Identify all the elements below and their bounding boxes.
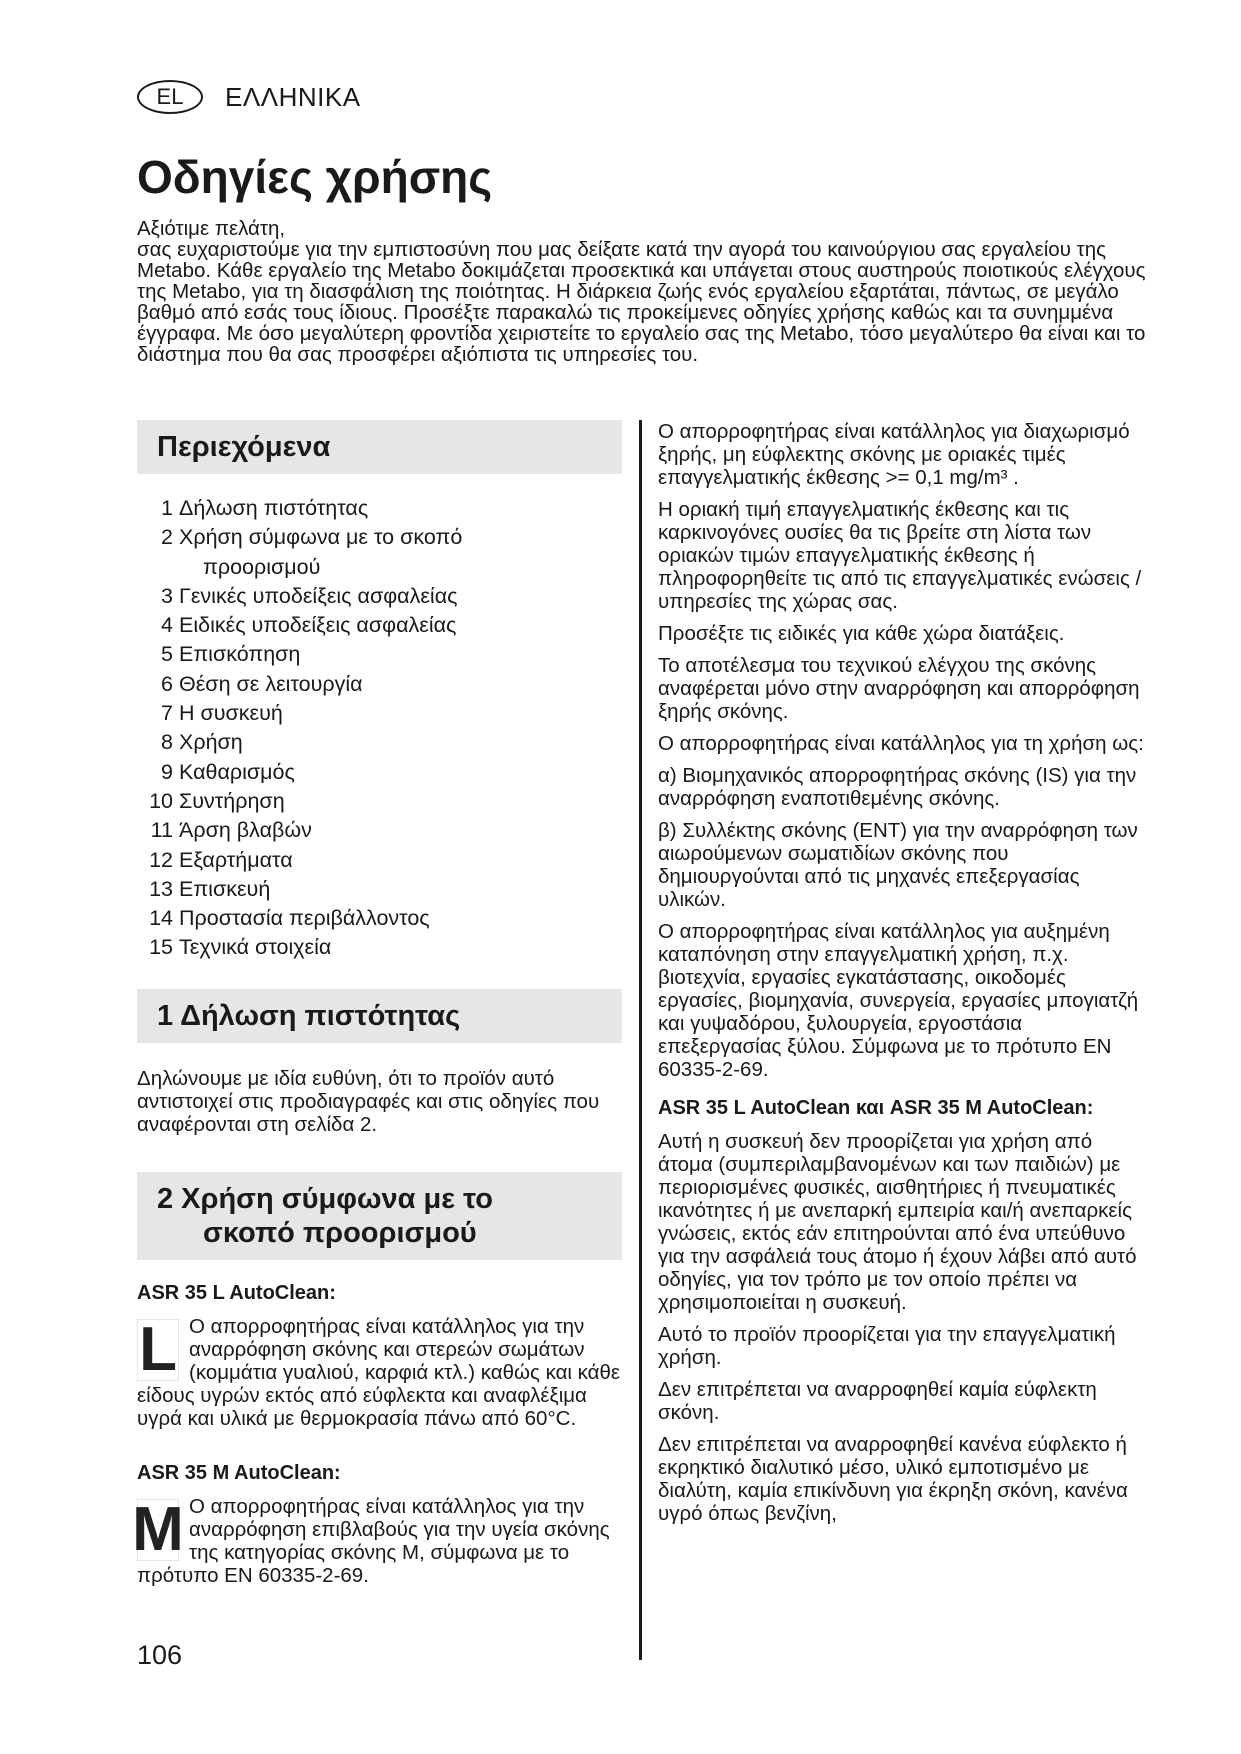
toc-item-number: 14 bbox=[149, 906, 173, 931]
paragraph: β) Συλλέκτης σκόνης (ENT) για την αναρρόφηση των αιωρούμενων σωματιδίων σκόνης που δημιουργούνται από τις μηχανές επεξεργασίας υλικών. bbox=[658, 819, 1138, 911]
toc-item-number: 8 bbox=[161, 730, 173, 755]
paragraph: Ο απορροφητήρας είναι κατάλληλος για αυξημένη καταπόνηση στην επαγγελματική χρήση, π.χ. βιοτεχνία, εργασίες εγκατάστασης, οικοδομές εργασίες, βιομηχανία, συνεργεία, εργασίες μπογιατζή και γυψαδόρου, ξυλουργεία, εργοστάσια επεξεργασίας ξύλου. Σύμφωνα με το πρότυπο EN 60335-2-69. bbox=[658, 920, 1139, 1081]
toc-item[interactable] bbox=[147, 875, 622, 904]
toc-item-number: 3 bbox=[161, 583, 173, 608]
intro-greeting: Αξιότιμε πελάτη, bbox=[137, 217, 286, 240]
asr-35-l-title: ASR 35 L AutoClean: bbox=[137, 1281, 336, 1304]
column-divider bbox=[639, 420, 642, 1660]
paragraph: Η οριακή τιμή επαγγελματικής έκθεσης και τις καρκινογόνες ουσίες θα τις βρείτε στη λίστα των οριακών τιμών επαγγελματικής έκθεσης ή πληροφορηθείτε τις από τις επαγγελματικές ενώσεις / υπηρεσίες της χώρας σας. bbox=[658, 498, 1142, 613]
paragraph: Δεν επιτρέπεται να αναρροφηθεί κανένα εύφλεκτο ή εκρηκτικό διαλυτικό μέσο, υλικό εμποτισμένο με διαλύτη, καμία επικίνδυνη για έκρηξη σκόνη, κανένα υγρό όπως βενζίνη, bbox=[658, 1433, 1128, 1525]
toc-item[interactable] bbox=[147, 523, 622, 582]
toc-item-number: 1 bbox=[161, 496, 173, 520]
paragraph: Το αποτέλεσμα του τεχνικού ελέγχου της σκόνης αναφέρεται μόνο στην αναρρόφηση και απορρόφηση ξηρής σκόνης. bbox=[658, 654, 1140, 723]
toc-item-label: Συντήρηση bbox=[179, 788, 285, 813]
toc-item[interactable] bbox=[147, 846, 622, 875]
toc-item-label: Η συσκευή bbox=[179, 701, 283, 726]
toc-item-number: 2 bbox=[161, 525, 173, 550]
toc-item[interactable] bbox=[147, 758, 622, 787]
dust-class-m-icon: M bbox=[132, 1494, 184, 1564]
toc-item[interactable] bbox=[147, 933, 622, 962]
page-title: Οδηγίες χρήσης bbox=[137, 151, 493, 203]
intro-body: σας ευχαριστούμε για την εμπιστοσύνη που μας δείξατε κατά την αγορά του καινούργιου σας εργαλείου της Metabo. Κάθε εργαλείο της Metabo δοκιμάζεται προσεκτικά και υπάγεται στους αυστηρούς ποιοτικούς ελέγχους της Metabo, για τη διασφάλιση της ποιότητας. Η διάρκεια ζωής ενός εργαλείου εξαρτάται, πάντως, σε μεγάλο βαθμό από εσάς τους ίδιους. Προσέξτε παρακαλώ τις προκείμενες οδηγίες χρήσης καθώς και τα συνημμένα έγγραφα. Με όσο μεγαλύτερη φροντίδα χειριστείτε το εργαλείο σας της Metabo, τόσο μεγαλύτερο θα είναι και το διάστημα που θα σας προσφέρει αξιόπιστα τις υπηρεσίες του. bbox=[137, 238, 1146, 366]
toc-item-number: 6 bbox=[161, 671, 173, 696]
toc-item[interactable] bbox=[147, 670, 622, 699]
paragraph: Δεν επιτρέπεται να αναρροφηθεί καμία εύφλεκτη σκόνη. bbox=[658, 1378, 1097, 1424]
dust-class-l-icon: L bbox=[137, 1319, 179, 1381]
toc-item-label: Προστασία περιβάλλοντος bbox=[179, 906, 430, 931]
right-column bbox=[658, 420, 1148, 1534]
paragraph: Ο απορροφητήρας είναι κατάλληλος για διαχωρισμό ξηρής, μη εύφλεκτης σκόνης με οριακές τιμές επαγγελματικής έκθεσης >= 0,1 mg/m³ . bbox=[658, 420, 1130, 489]
page-number: 106 bbox=[137, 1640, 183, 1670]
asr-35-m-title: ASR 35 M AutoClean: bbox=[137, 1461, 341, 1484]
toc-item-number: 12 bbox=[149, 847, 173, 872]
toc-item-label: Ειδικές υποδείξεις ασφαλείας bbox=[179, 613, 457, 638]
toc-item[interactable] bbox=[147, 582, 622, 611]
toc-item-number: 7 bbox=[161, 701, 173, 726]
toc-item-number: 9 bbox=[161, 759, 173, 784]
toc-item-number: 5 bbox=[161, 642, 173, 667]
language-header bbox=[137, 80, 361, 114]
paragraph: Αυτή η συσκευή δεν προορίζεται για χρήση από άτομα (συμπεριλαμβανομένων και των παιδιών) με περιορισμένες φυσικές, αισθητήριες ή πνευματικές ικανότητες ή με ανεπαρκή εμπειρία και/ή ανεπαρκείς γνώσεις, εκτός εάν επιτηρούνται από ένα υπεύθυνο για την ασφάλειά τους άτομο ή έχουν λάβει από αυτό οδηγίες, για τον τρόπο με τον οποίο πρέπει να χρησιμοποιείται η συσκευή. bbox=[658, 1130, 1137, 1314]
intro bbox=[137, 218, 1147, 365]
toc-item-label: Καθαρισμός bbox=[179, 759, 295, 784]
section-2-heading bbox=[137, 1172, 622, 1260]
asr-35-m-block bbox=[132, 1494, 622, 1587]
toc-item[interactable] bbox=[147, 699, 622, 728]
toc-item-number: 4 bbox=[161, 613, 173, 638]
toc-item-number: 11 bbox=[150, 818, 173, 843]
toc-item-number: 15 bbox=[149, 935, 173, 960]
toc-item-label-continued: προορισμού bbox=[203, 554, 321, 579]
section-2-heading-line1: 2 Χρήση σύμφωνα με το bbox=[157, 1182, 493, 1215]
toc-item-label: Άρση βλαβών bbox=[179, 818, 312, 843]
toc-item-label: Γενικές υποδείξεις ασφαλείας bbox=[179, 583, 458, 608]
toc-item[interactable] bbox=[147, 611, 622, 640]
language-name: ΕΛΛΗΝΙΚΑ bbox=[225, 81, 361, 112]
toc-item[interactable] bbox=[147, 640, 622, 669]
paragraph: Ο απορροφητήρας είναι κατάλληλος για τη χρήση ως: bbox=[658, 732, 1144, 755]
toc-item-number: 13 bbox=[149, 876, 173, 901]
toc-heading: Περιεχόμενα bbox=[137, 420, 622, 474]
toc-item-label: Χρήση bbox=[179, 730, 243, 755]
paragraph: Αυτό το προϊόν προορίζεται για την επαγγελματική χρήση. bbox=[658, 1323, 1116, 1369]
paragraph: α) Βιομηχανικός απορροφητήρας σκόνης (IS) για την αναρρόφηση εναποτιθεμένης σκόνης. bbox=[658, 764, 1137, 810]
language-code-badge: EL bbox=[137, 80, 203, 114]
toc-item-label: Επισκόπηση bbox=[179, 642, 301, 667]
asr-35-l-text: Ο απορροφητήρας είναι κατάλληλος για την αναρρόφηση σκόνης και στερεών σωμάτων (κομμάτια γυαλιού, καρφιά κτλ.) καθώς και κάθε είδους υγρών εκτός από εύφλεκτα και αναφλέξιμα υγρά και υλικά με θερμοκρασία πάνω από 60°C. bbox=[137, 1314, 621, 1430]
toc-item-label: Τεχνικά στοιχεία bbox=[179, 935, 332, 960]
toc-item[interactable] bbox=[147, 494, 622, 523]
left-column bbox=[132, 420, 622, 1596]
toc-item[interactable] bbox=[147, 816, 622, 845]
toc-item[interactable] bbox=[147, 904, 622, 933]
section-2-heading-line2: σκοπό προορισμού bbox=[203, 1216, 477, 1249]
section-1-text: Δηλώνουμε με ιδία ευθύνη, ότι το προϊόν αυτό αντιστοιχεί στις προδιαγραφές και στις οδηγίες που αναφέρονται στη σελίδα 2. bbox=[137, 1066, 600, 1136]
toc-item-label: Επισκευή bbox=[179, 876, 271, 901]
section-1-heading: 1 Δήλωση πιστότητας bbox=[137, 989, 622, 1043]
toc-item[interactable] bbox=[147, 787, 622, 816]
table-of-contents bbox=[147, 494, 622, 963]
asr-35-l-m-title: ASR 35 L AutoClean και ASR 35 M AutoClean: bbox=[658, 1097, 1094, 1119]
toc-item-label: Εξαρτήματα bbox=[179, 847, 293, 872]
paragraph: Προσέξτε τις ειδικές για κάθε χώρα διατάξεις. bbox=[658, 622, 1065, 645]
asr-35-m-text: Ο απορροφητήρας είναι κατάλληλος για την αναρρόφηση επιβλαβούς για την υγεία σκόνης της κατηγορίας σκόνης Μ, σύμφωνα με το πρότυπο EN 60335-2-69. bbox=[137, 1494, 610, 1587]
toc-item-label: Χρήση σύμφωνα με το σκοπό bbox=[179, 525, 463, 550]
toc-item-label: Δήλωση πιστότητας bbox=[179, 496, 369, 520]
asr-35-l-block bbox=[137, 1315, 622, 1430]
toc-item-label: Θέση σε λειτουργία bbox=[179, 671, 363, 696]
toc-item-number: 10 bbox=[149, 788, 173, 813]
toc-item[interactable] bbox=[147, 728, 622, 757]
